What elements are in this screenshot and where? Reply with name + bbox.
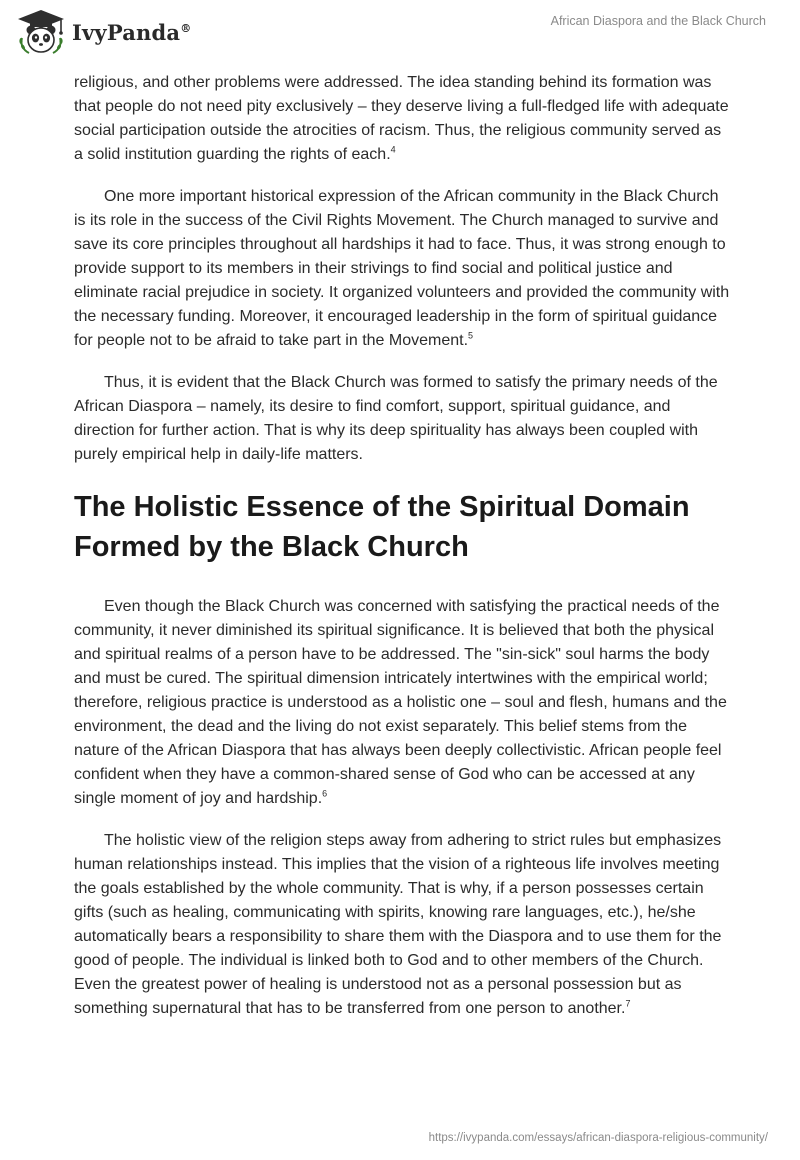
paragraph-2: One more important historical expression of the African community in the Black Church is its role in the success of the Civil Rights Movement. The Church managed to survive and save its core principles throughout all hardships it had to face. Thus, it was strong enough to provide support to its members in their strivings to find social and political justice and eliminate racial prejudice in society. It organized volunteers and provided the community with the necessary funding. Moreover, it encouraged leadership in the form of spiritual guidance for people not to be afraid to take part in the Movement.$^5$ xyxy=(74,188,730,349)
footnote-ref[interactable]: 5 xyxy=(468,330,474,341)
source-url-link[interactable]: https://ivypanda.com/essays/african-diaspora-religious-community/ xyxy=(428,1132,768,1144)
footnote-ref[interactable]: 7 xyxy=(625,998,631,1009)
footnote-ref[interactable]: 4 xyxy=(390,144,396,155)
panda-graduate-icon xyxy=(14,8,68,56)
brand-logo[interactable] xyxy=(14,8,191,56)
section-heading: The Holistic Essence of the Spiritual Domain Formed by the Black Church xyxy=(74,491,690,563)
paragraph-5: The holistic view of the religion steps away from adhering to strict rules but emphasizes human relationships instead. This implies that the vision of a righteous life involves meeting the goals established by the whole community. That is why, if a person possesses certain gifts (such as healing, communicating with spirits, knowing rare languages, etc.), he/she automatically bears a responsibility to share them with the Diaspora and to use them for the good of people. The individual is linked both to God and to other members of the Church. Even the greatest power of healing is understood not as a personal possession but as something supernatural that has to be transferred from one person to another.$^7$ xyxy=(74,832,722,1017)
paragraph-4: Even though the Black Church was concerned with satisfying the practical needs of the community, it never diminished its spiritual significance. It is believed that both the physical and spiritual realms of a person have to be addressed. The "sin-sick" soul harms the body and must be cured. The spiritual dimension intricately intertwines with the empirical world; therefore, religious practice is understood as a holistic one – soul and flesh, humans and the environment, the dead and the living do not exist separately. This belief stems from the nature of the African Diaspora that has always been deeply collectivistic. African people feel confident when they have a common-shared sense of God who can be accessed at any single moment of joy and hardship.$^6$ xyxy=(74,598,727,807)
document-title: African Diaspora and the Black Church xyxy=(550,14,766,28)
essay-body xyxy=(74,71,734,1039)
footnote-ref[interactable]: 6 xyxy=(322,788,328,799)
paragraph-1: religious, and other problems were addressed. The idea standing behind its formation was that people do not need pity exclusively – they deserve living a full-fledged life with adequate social participation outside the atrocities of racism. Thus, the religious community served as a solid institution guarding the rights of each.$^4$ xyxy=(74,74,729,163)
page-header xyxy=(0,0,800,66)
brand-name: IvyPanda® xyxy=(72,19,192,45)
paragraph-3: Thus, it is evident that the Black Church was formed to satisfy the primary needs of the African Diaspora – namely, its desire to find comfort, support, spiritual guidance, and direction for further action. That is why its deep spirituality has always been coupled with purely empirical help in daily-life matters. xyxy=(74,374,718,463)
